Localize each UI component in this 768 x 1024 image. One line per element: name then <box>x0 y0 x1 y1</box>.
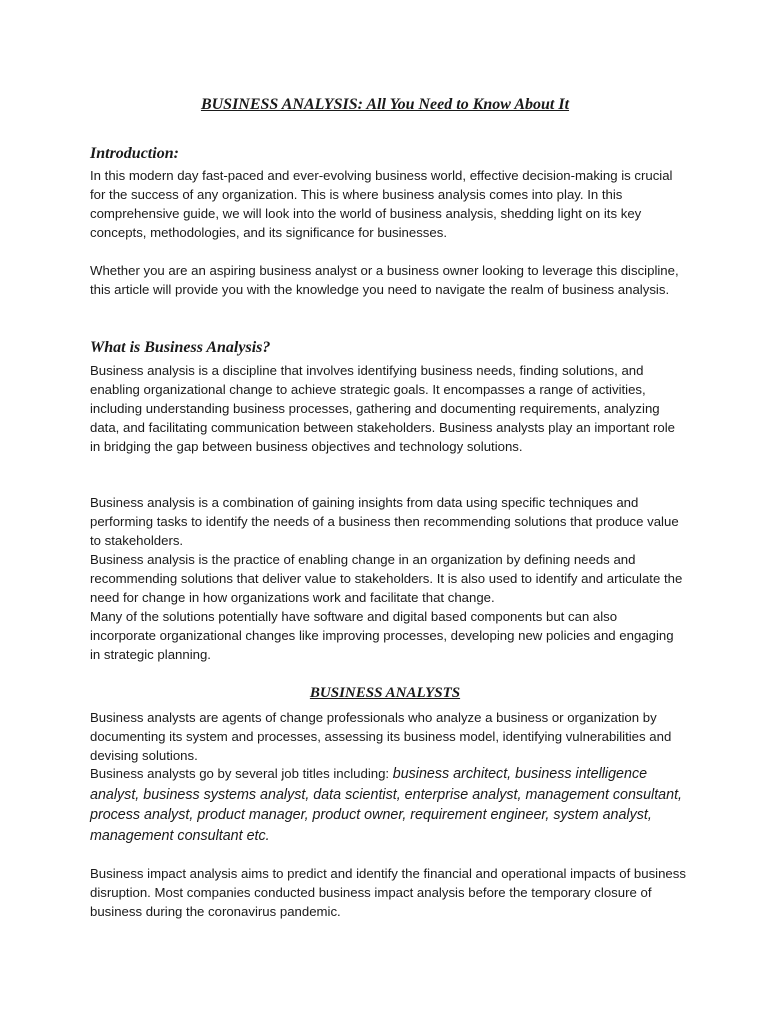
what-paragraph-3: Business analysis is the practice of enabling change in an organization by defining needs and recommending solutions that deliver value to stakeholders. It is also used to identify and articulate the need for change in how organizations work and facilitate that change. <box>90 552 683 605</box>
intro-paragraph-1: In this modern day fast-paced and ever-evolving business world, effective decision-making is crucial for the success of any organization. This is where business analysis comes into play. In this comprehensive guide, we will look into the world of business analysis, shedding light on its key concepts, methodologies, and its significance for businesses. <box>90 168 673 240</box>
analysts-paragraph-1: Business analysts are agents of change professionals who analyze a business or organization by documenting its system and processes, assessing its business model, identifying vulnerabilities and devising solutions. <box>90 710 672 763</box>
analysts-paragraph-3: Business impact analysis aims to predict and identify the financial and operational impacts of business disruption. Most companies conducted business impact analysis before the temporary closure of business during the coronavirus pandemic. <box>90 866 686 919</box>
intro-heading: Introduction: <box>90 145 179 162</box>
what-paragraph-1: Business analysis is a discipline that involves identifying business needs, finding solutions, and enabling organizational change to achieve strategic goals. It encompasses a range of activities, including understanding business processes, gathering and documenting requirements, analyzing data, and facilitating communication between stakeholders. Business analysts play an important role in bridging the gap between business objectives and technology solutions. <box>90 363 675 454</box>
intro-paragraph-2: Whether you are an aspiring business analyst or a business owner looking to leverage this discipline, this article will provide you with the knowledge you need to navigate the realm of business analysis. <box>90 263 679 297</box>
what-paragraph-2: Business analysis is a combination of gaining insights from data using specific techniques and performing tasks to identify the needs of a business then recommending solutions that produce value to stakeholders. <box>90 495 679 548</box>
analysts-heading: BUSINESS ANALYSTS <box>309 685 461 701</box>
document-title: BUSINESS ANALYSIS: All You Need to Know About It <box>200 96 570 113</box>
job-titles-list: business architect, business intelligence analyst, business systems analyst, data scientist, enterprise analyst, management consultant, process analyst, product manager, product owner, requirement engineer, system analyst, management consultant etc. <box>90 766 683 844</box>
job-titles-lead: Business analysts go by several job titles including: <box>90 766 393 781</box>
what-heading: What is Business Analysis? <box>90 339 271 356</box>
analysts-paragraph-2 <box>90 764 686 846</box>
what-paragraph-4: Many of the solutions potentially have software and digital based components but can also incorporate organizational changes like improving processes, developing new policies and engaging in strategic planning. <box>90 609 674 662</box>
